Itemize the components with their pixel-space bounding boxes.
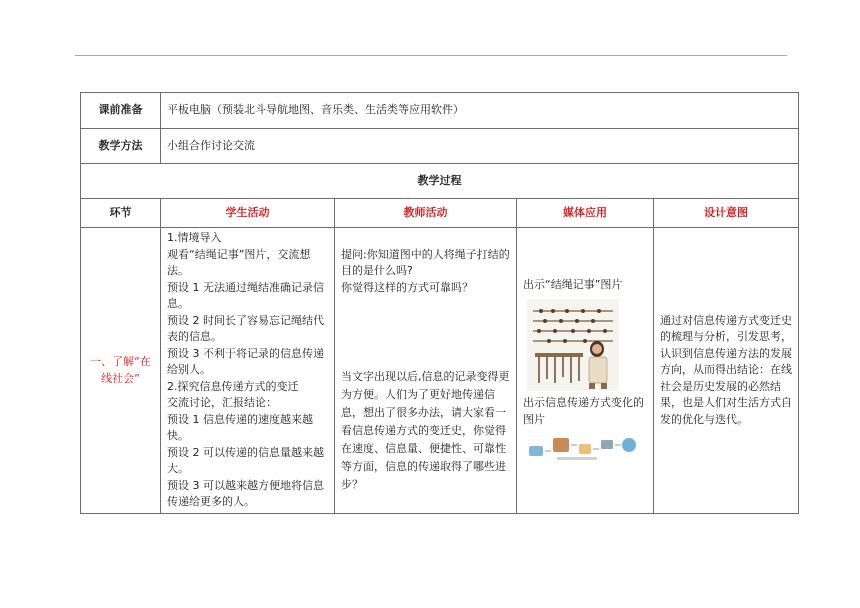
process-title-row (81, 164, 799, 199)
method-label: 教学方法 (81, 129, 161, 164)
teacher-question: 提问:你知道图中的人将绳子打结的目的是什么吗? (341, 247, 510, 278)
stage1-media-cell (517, 228, 654, 514)
student-line: 交流讨论，汇报结论： (167, 396, 277, 410)
teacher-explanation: 当文字出现以后,信息的记录变得更为方便。人们为了更好地传递信息，想出了很多办法，请大家看一看信息传递方式的变迁史，你觉得在速度、信息量、便捷性、可靠性等方面，信息的传递取得了哪些进步？ (341, 370, 510, 492)
method-row (81, 129, 799, 164)
student-line: 预设 1 信息传递的速度越来越快。 (167, 412, 313, 443)
stage1-teacher-cell (335, 228, 517, 514)
stage1-student-cell (161, 228, 335, 514)
col-intent: 设计意图 (654, 199, 799, 228)
teacher-question: 你觉得这样的方式可靠吗？ (341, 280, 473, 294)
stage1-name: 一、了解“在线社会” (81, 228, 161, 514)
prep-value: 平板电脑（预装北斗导航地图、音乐类、生活类等应用软件） (161, 93, 799, 129)
header-rule (75, 55, 787, 56)
student-line: 预设 1 无法通过绳结准确记录信息。 (167, 280, 324, 311)
media-item: 出示信息传递方式变化的图片 (523, 396, 644, 426)
knot-record-illustration (527, 299, 619, 391)
process-title: 教学过程 (81, 164, 799, 199)
method-value: 小组合作讨论交流 (161, 129, 799, 164)
col-student: 学生活动 (161, 199, 335, 228)
prep-label: 课前准备 (81, 93, 161, 129)
student-line: 预设 3 可以越来越方便地将信息传递给更多的人。 (167, 478, 324, 509)
lesson-plan-table (80, 92, 799, 514)
student-line: 预设 2 可以传递的信息量越来越大。 (167, 445, 324, 476)
col-media: 媒体应用 (517, 199, 654, 228)
design-intent: 通过对信息传递方式变迁史的梳理与分析，引发思考，认识到信息传递方法的发展方向，从而得出结论：在线社会是历史发展的必然结果，也是人们对生活方式自发的优化与迭代。 (660, 313, 792, 426)
media-item: 出示“结绳记事”图片 (523, 277, 623, 291)
student-line: 预设 2 时间长了容易忘记绳结代表的信息。 (167, 313, 324, 344)
col-stage: 环节 (81, 199, 161, 228)
col-teacher: 教师活动 (335, 199, 517, 228)
stage1-row (81, 228, 799, 514)
student-line: 观看“结绳记事”图片，交流想法。 (167, 247, 311, 278)
stage1-intent-cell (654, 228, 799, 514)
student-line: 预设 3 不利于将记录的信息传递给别人。 (167, 346, 324, 377)
student-line: 1.情境导入 (167, 231, 222, 245)
student-line: 2.探究信息传递方式的变迁 (167, 379, 299, 393)
info-transmission-illustration (527, 432, 639, 464)
prep-row (81, 93, 799, 129)
column-header-row (81, 199, 799, 228)
